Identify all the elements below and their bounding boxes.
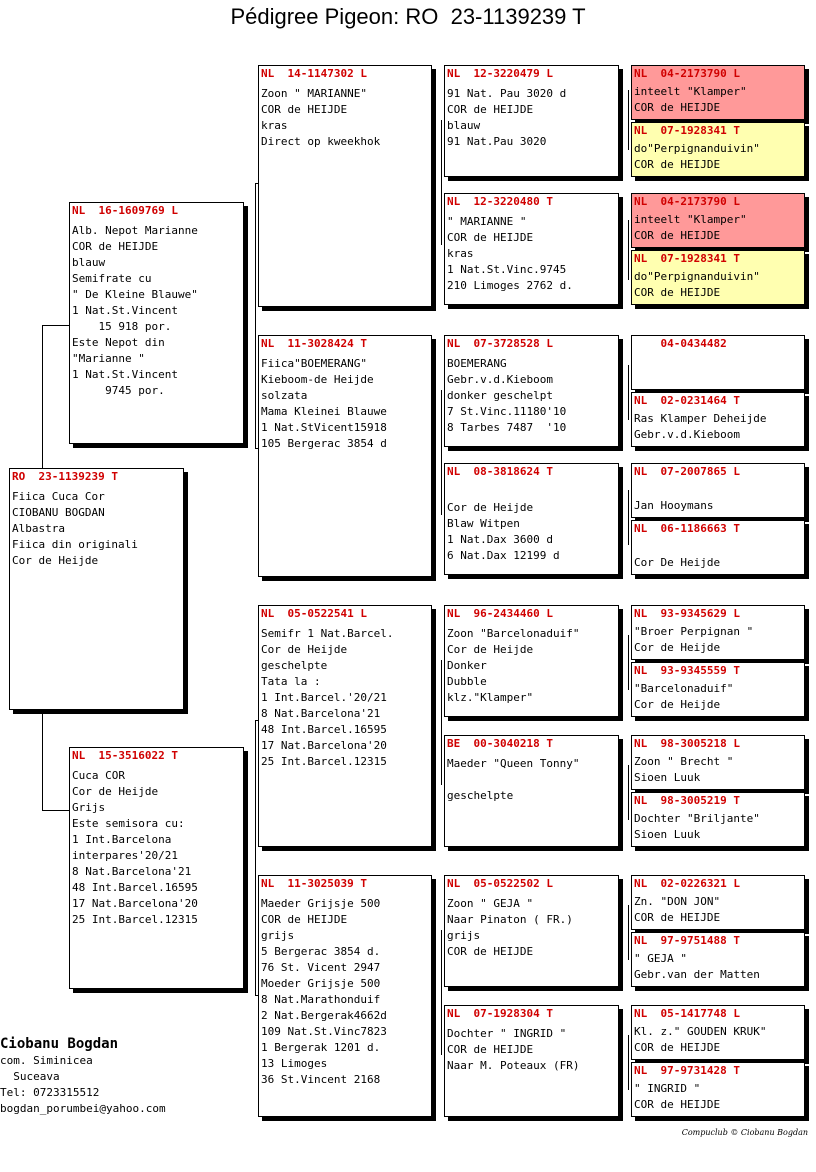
connector-line xyxy=(628,220,629,280)
ring-number: NL 93-9345559 T xyxy=(634,664,740,677)
card-text: Cor De Heijde xyxy=(634,556,721,569)
ancestor-card xyxy=(631,1005,805,1060)
card-text: Maeder Grijsje 500 COR de HEIJDE grijs 5 Bergerac 3854 d. 76 St. Vicent 2947 Moeder Grijsje 500 8 Nat.Marathonduif 2 Nat.Bergerak4662d 109 Nat.St.Vinc7823 1 Bergerak 1201 d. 13 Limoges 36 St.Vincent 2168 xyxy=(261,897,387,1086)
ring-number: NL 05-0522541 L xyxy=(261,607,367,620)
ring-number: NL 11-3028424 T xyxy=(261,337,367,350)
connector-line xyxy=(441,120,442,245)
ring-number: NL 14-1147302 L xyxy=(261,67,367,80)
ring-number: NL 11-3025039 T xyxy=(261,877,367,890)
owner-city: Suceava xyxy=(0,1070,60,1083)
ring-number: NL 07-1928341 T xyxy=(634,252,740,265)
ring-number: NL 02-0226321 L xyxy=(634,877,740,890)
ancestor-card xyxy=(631,932,805,987)
card-text: " MARIANNE " COR de HEIJDE kras 1 Nat.St.Vinc.9745 210 Limoges 2762 d. xyxy=(447,215,573,292)
ring-number: RO 23-1139239 T xyxy=(12,470,118,483)
great-grandparent-card xyxy=(444,335,619,447)
card-text: Alb. Nepot Marianne COR de HEIJDE blauw Semifrate cu " De Kleine Blauwe" 1 Nat.St.Vincent 15 918 por. Este Nepot din "Marianne " 1 Nat.St.Vincent 9745 por. xyxy=(72,224,198,397)
card-text: Zoon " GEJA " Naar Pinaton ( FR.) grijs COR de HEIJDE xyxy=(447,897,573,958)
card-text: Jan Hooymans xyxy=(634,499,714,512)
card-text: BOEMERANG Gebr.v.d.Kieboom donker geschelpt 7 St.Vinc.11180'10 8 Tarbes 7487 '10 xyxy=(447,357,567,434)
credit-text: Compuclub © Ciobanu Bogdan xyxy=(681,1128,808,1137)
ring-number: NL 04-2173790 L xyxy=(634,195,740,208)
card-text: Zoon "Barcelonaduif" Cor de Heijde Donker Dubble klz."Klamper" xyxy=(447,627,580,704)
connector-line xyxy=(628,765,629,820)
card-text: Ras Klamper Deheijde Gebr.v.d.Kieboom xyxy=(634,412,767,441)
connector-line xyxy=(628,90,629,150)
card-text xyxy=(632,353,804,354)
dam-card xyxy=(69,747,244,989)
card-text: Zoon " Brecht " Sioen Luuk xyxy=(634,755,734,784)
ring-number: NL 97-9731428 T xyxy=(634,1064,740,1077)
ring-number: NL 98-3005219 T xyxy=(634,794,740,807)
card-text: Cor de Heijde Blaw Witpen 1 Nat.Dax 3600 d 6 Nat.Dax 12199 d xyxy=(447,501,560,562)
ring-number: NL 07-1928341 T xyxy=(634,124,740,137)
ancestor-card xyxy=(631,335,805,390)
ring-number: 04-0434482 xyxy=(634,337,727,350)
connector-line xyxy=(441,390,442,515)
connector-line xyxy=(441,930,442,1055)
card-text: inteelt "Klamper" COR de HEIJDE xyxy=(634,213,747,242)
ring-number: NL 98-3005218 L xyxy=(634,737,740,750)
card-text: inteelt "Klamper" COR de HEIJDE xyxy=(634,85,747,114)
owner-email[interactable]: bogdan_porumbei@yahoo.com xyxy=(0,1102,166,1115)
owner-phone: Tel: 0723315512 xyxy=(0,1086,100,1099)
ring-number: BE 00-3040218 T xyxy=(447,737,553,750)
card-text: do"Perpignanduivin" COR de HEIJDE xyxy=(634,270,760,299)
card-text: " GEJA " Gebr.van der Matten xyxy=(634,952,760,981)
connector-line xyxy=(255,183,256,448)
card-text: "Barcelonaduif" Cor de Heijde xyxy=(634,682,734,711)
ancestor-card xyxy=(631,875,805,930)
card-text: Kl. z." GOUDEN KRUK" COR de HEIJDE xyxy=(634,1025,767,1054)
ring-number: NL 05-0522502 L xyxy=(447,877,553,890)
subject-card xyxy=(9,468,184,710)
card-text: Dochter "Briljante" Sioen Luuk xyxy=(634,812,760,841)
ring-number: NL 12-3220480 T xyxy=(447,195,553,208)
great-grandparent-card xyxy=(444,193,619,305)
card-text: Maeder "Queen Tonny" geschelpte xyxy=(447,757,580,802)
ring-number: NL 96-2434460 L xyxy=(447,607,553,620)
ancestor-card xyxy=(631,1062,805,1117)
card-text: Fiica Cuca Cor CIOBANU BOGDAN Albastra Fiica din originali Cor de Heijde xyxy=(12,490,138,567)
ring-number: NL 02-0231464 T xyxy=(634,394,740,407)
card-text: Fiica"BOEMERANG" Kieboom-de Heijde solzata Mama Kleinei Blauwe 1 Nat.StVicent15918 105 Bergerac 3854 d xyxy=(261,357,387,450)
ring-number: NL 05-1417748 L xyxy=(634,1007,740,1020)
grandparent-card xyxy=(258,335,432,577)
card-text: Semifr 1 Nat.Barcel. Cor de Heijde geschelpte Tata la : 1 Int.Barcel.'20/21 8 Nat.Barcelona'21 48 Int.Barcel.16595 17 Nat.Barcelona'20 25 Int.Barcel.12315 xyxy=(261,627,394,768)
great-grandparent-card xyxy=(444,1005,619,1117)
connector-line xyxy=(42,325,70,326)
ancestor-card xyxy=(631,735,805,790)
ancestor-card xyxy=(631,250,805,305)
great-grandparent-card xyxy=(444,735,619,847)
grandparent-card xyxy=(258,65,432,307)
ring-number: NL 97-9751488 T xyxy=(634,934,740,947)
ring-number: NL 15-3516022 T xyxy=(72,749,178,762)
sire-card xyxy=(69,202,244,444)
card-text: Cuca COR Cor de Heijde Grijs Este semisora cu: 1 Int.Barcelona interpares'20/21 8 Nat.Barcelona'21 48 Int.Barcel.16595 17 Nat.Barcelona'20 25 Int.Barcel.12315 xyxy=(72,769,198,926)
ancestor-card xyxy=(631,392,805,447)
card-text: Dochter " INGRID " COR de HEIJDE Naar M. Poteaux (FR) xyxy=(447,1027,580,1072)
ring-number: NL 07-1928304 T xyxy=(447,1007,553,1020)
connector-line xyxy=(42,710,43,810)
ring-number: NL 16-1609769 L xyxy=(72,204,178,217)
great-grandparent-card xyxy=(444,463,619,575)
card-text: Zn. "DON JON" COR de HEIJDE xyxy=(634,895,721,924)
connector-line xyxy=(628,490,629,545)
grandparent-card xyxy=(258,605,432,847)
connector-line xyxy=(628,365,629,420)
ancestor-card xyxy=(631,520,805,575)
ring-number: NL 07-3728528 L xyxy=(447,337,553,350)
ring-number: NL 12-3220479 L xyxy=(447,67,553,80)
ring-number: NL 07-2007865 L xyxy=(634,465,740,478)
ancestor-card xyxy=(631,122,805,177)
connector-line xyxy=(255,720,256,995)
card-text: "Broer Perpignan " Cor de Heijde xyxy=(634,625,754,654)
owner-info xyxy=(0,1035,166,1117)
great-grandparent-card xyxy=(444,875,619,987)
owner-name: Ciobanu Bogdan xyxy=(0,1036,119,1052)
connector-line xyxy=(42,810,70,811)
ancestor-card xyxy=(631,193,805,248)
card-text: " INGRID " COR de HEIJDE xyxy=(634,1082,721,1111)
grandparent-card xyxy=(258,875,432,1117)
connector-line xyxy=(441,660,442,785)
ancestor-card xyxy=(631,463,805,518)
ring-number: NL 06-1186663 T xyxy=(634,522,740,535)
connector-line xyxy=(628,635,629,690)
connector-line xyxy=(42,325,43,470)
ring-number: NL 04-2173790 L xyxy=(634,67,740,80)
card-text: Zoon " MARIANNE" COR de HEIJDE kras Direct op kweekhok xyxy=(261,87,381,148)
ring-number: NL 08-3818624 T xyxy=(447,465,553,478)
owner-address: com. Siminicea xyxy=(0,1054,93,1067)
page-title: Pédigree Pigeon: RO 23-1139239 T xyxy=(230,4,586,29)
card-text: do"Perpignanduivin" COR de HEIJDE xyxy=(634,142,760,171)
connector-line xyxy=(628,1035,629,1090)
great-grandparent-card xyxy=(444,65,619,177)
ancestor-card xyxy=(631,792,805,847)
card-text: 91 Nat. Pau 3020 d COR de HEIJDE blauw 91 Nat.Pau 3020 xyxy=(447,87,567,148)
ancestor-card xyxy=(631,65,805,120)
ancestor-card xyxy=(631,605,805,660)
connector-line xyxy=(628,905,629,960)
great-grandparent-card xyxy=(444,605,619,717)
ring-number: NL 93-9345629 L xyxy=(634,607,740,620)
ancestor-card xyxy=(631,662,805,717)
